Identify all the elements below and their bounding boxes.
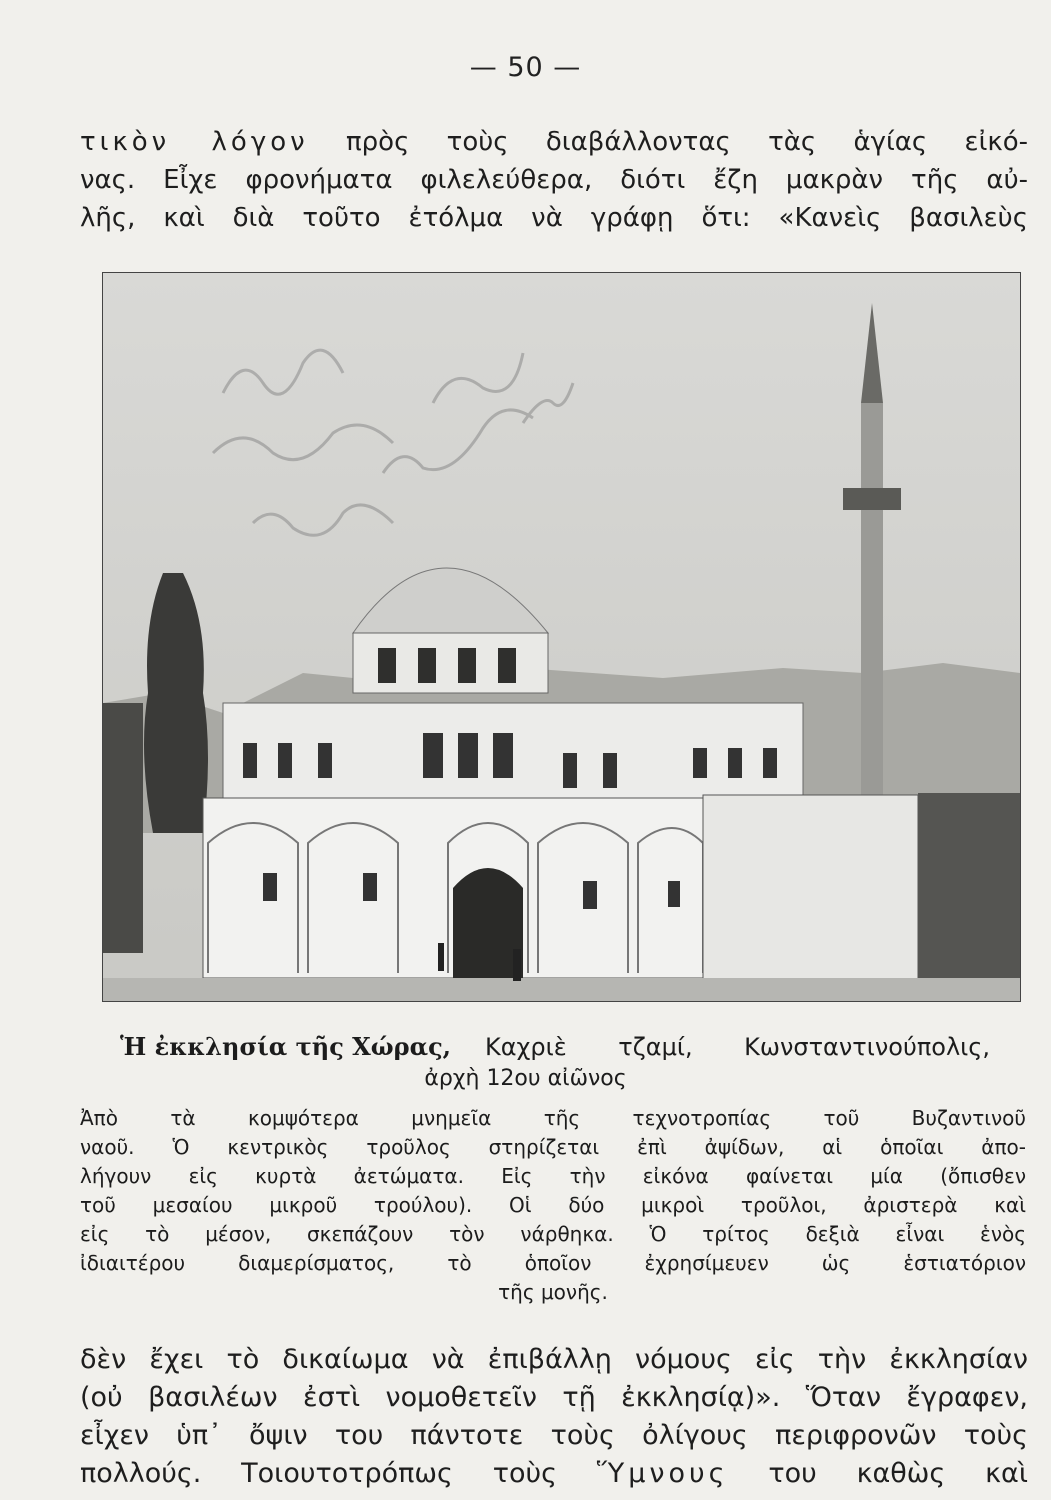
caption-title	[120, 1030, 990, 1064]
page-number: — 50 —	[469, 52, 582, 83]
figure	[438, 943, 444, 971]
church-photograph	[102, 272, 1021, 1002]
text-line: εἰς τὸ μέσον, σκεπάζουν τὸν νάρθηκα. Ὁ τρίτος δεξιὰ εἶναι ἑνὸς	[80, 1222, 1026, 1246]
spaced-phrase: Ὕμνους	[596, 1458, 729, 1489]
figure	[513, 949, 521, 981]
caption-title-rest: Καχριὲ τζαμί, Κωνσταντινούπολις,	[485, 1033, 990, 1061]
text-fragment: πρὸς τοὺς διαβάλλοντας τὰς ἁγίας εἰκό-	[346, 127, 1028, 157]
text-fragment: του καθὼς καὶ	[768, 1458, 1028, 1489]
ground	[103, 978, 1020, 1001]
right-wing	[703, 795, 918, 980]
minaret	[861, 403, 883, 863]
top-paragraph	[80, 123, 1028, 237]
text-line: τῆς μονῆς.	[498, 1280, 608, 1304]
text-line	[80, 123, 1028, 161]
text-line: νας. Εἶχε φρονήματα φιλελεύθερα, διότι ἔζη μακρὰν τῆς αὐ-	[80, 165, 1028, 195]
caption-subtitle: ἀρχὴ 12ου αἰῶνος	[424, 1066, 627, 1091]
text-line: λήγουν εἰς κυρτὰ ἀετώματα. Εἰς τὴν εἰκόνα φαίνεται μία (ὄπισθεν	[80, 1164, 1026, 1188]
left-trees	[103, 703, 143, 953]
text-line: λῆς, καὶ διὰ τοῦτο ἐτόλμα νὰ γράφῃ ὅτι: «Κανεὶς βασιλεὺς	[80, 203, 1028, 233]
text-line: εἶχεν ὑπ᾽ ὄψιν του πάντοτε τοὺς ὀλίγους περιφρονῶν τοὺς	[80, 1420, 1028, 1451]
text-line	[80, 1455, 1028, 1493]
text-fragment: πολλούς. Τοιουτοτρόπως τοὺς	[80, 1458, 557, 1489]
text-line: δὲν ἔχει τὸ δικαίωμα νὰ ἐπιβάλλῃ νόμους εἰς τὴν ἐκκλησίαν	[80, 1344, 1028, 1375]
text-line: (οὐ βασιλέων ἐστὶ νομοθετεῖν τῇ ἐκκλησίᾳ)». Ὅταν ἔγραφεν,	[80, 1382, 1028, 1413]
church-illustration	[103, 273, 1020, 1001]
caption-title-bold: Ἡ ἐκκλησία τῆς Χώρας,	[120, 1032, 452, 1061]
text-line: Ἀπὸ τὰ κομψότερα μνημεῖα τῆς τεχνοτροπίας τοῦ Βυζαντινοῦ	[80, 1106, 1026, 1130]
text-line: ἰδιαιτέρου διαμερίσματος, τὸ ὁποῖον ἐχρησίμευεν ὡς ἑστιατόριον	[80, 1251, 1026, 1275]
text-line: ναοῦ. Ὁ κεντρικὸς τροῦλος στηρίζεται ἐπὶ ἀψίδων, αἱ ὁποῖαι ἀπο-	[80, 1135, 1026, 1159]
minaret-balcony	[843, 488, 901, 510]
right-trees	[918, 793, 1020, 1001]
bottom-paragraph	[80, 1341, 1028, 1493]
main-entrance	[453, 868, 523, 978]
caption-description	[80, 1104, 1026, 1307]
spaced-phrase: τικὸν λόγον	[80, 127, 309, 157]
text-line: τοῦ μεσαίου μικροῦ τρούλου). Οἱ δύο μικροὶ τροῦλοι, ἀριστερὰ καὶ	[80, 1193, 1026, 1217]
